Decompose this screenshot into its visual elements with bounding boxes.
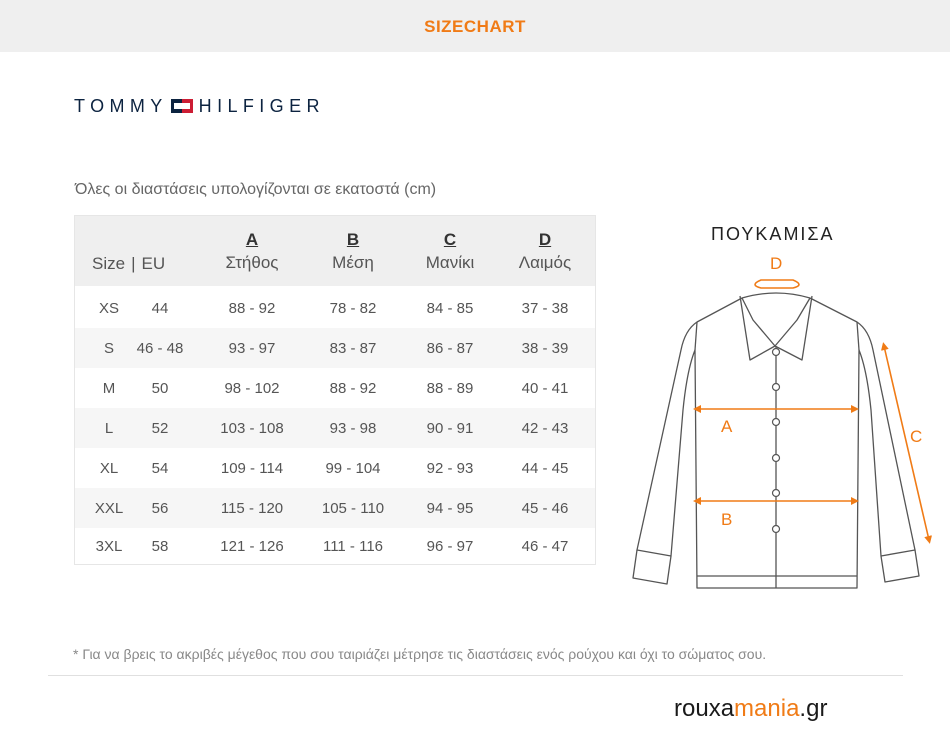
footnote: * Για να βρεις το ακριβές μέγεθος που σου ταιριάζει μέτρησε τις διαστάσεις ενός ρούχου και όχι το σώματος σου. [73,646,767,662]
column-name: Μέση [332,253,374,272]
column-letter: B [346,230,360,249]
c-cell: 92 - 93 [426,460,474,477]
size-cell: XS [98,300,119,317]
brand-word-2: HILFIGER [198,95,325,116]
b-cell: 93 - 98 [329,420,377,437]
c-cell: 90 - 91 [426,420,474,437]
eu-cell: 58 [151,538,169,555]
b-cell: 88 - 92 [329,380,377,397]
size-cell: 3XL [95,538,123,555]
table-row [75,368,595,408]
b-cell: 99 - 104 [325,460,381,477]
a-cell: 103 - 108 [220,420,284,437]
brand-word-1: TOMMY [74,95,168,116]
column-header-a [202,230,302,273]
column-header-d [495,230,595,273]
column-name: Λαιμός [518,253,572,272]
header-separator: | [131,254,136,273]
table-row [75,526,595,566]
c-cell: 86 - 87 [426,340,474,357]
table-row [75,488,595,528]
a-cell: 88 - 92 [228,300,276,317]
d-cell: 40 - 41 [521,380,569,397]
label-c: C [910,427,923,446]
logo-part-2: mania [734,695,800,722]
column-name: Στήθος [225,253,279,272]
size-cell: L [104,420,114,437]
size-cell: M [102,380,116,397]
size-cell: S [103,340,114,357]
logo-part-1: rouxa [674,695,735,722]
a-cell: 98 - 102 [224,380,280,397]
label-d: D [770,254,783,273]
eu-cell: 52 [151,420,169,437]
units-note: Όλες οι διαστάσεις υπολογίζονται σε εκατοστά (cm) [75,181,437,198]
b-cell: 83 - 87 [329,340,377,357]
diagram-title: ΠΟΥΚΑΜΙΣΑ [711,224,835,244]
b-cell: 105 - 110 [321,500,385,517]
measure-lines [697,280,929,540]
column-letter: C [443,230,457,249]
b-cell: 78 - 82 [329,300,377,317]
column-name: Μανίκι [425,253,475,272]
d-cell: 44 - 45 [521,460,569,477]
table-header [75,216,595,286]
column-letter: A [245,230,259,249]
size-cell: XL [99,460,119,477]
neck-measure [755,280,799,288]
column-header-c [400,230,500,273]
b-cell: 111 - 116 [322,538,384,555]
logo-part-3: .gr [799,695,828,722]
eu-cell: 44 [151,300,169,317]
c-cell: 88 - 89 [426,380,474,397]
page-title: SIZECHART [424,17,526,36]
column-letter: D [538,230,552,249]
d-cell: 38 - 39 [521,340,569,357]
brand-logo [74,95,325,117]
d-cell: 37 - 38 [521,300,569,317]
eu-cell: 54 [151,460,169,477]
shirt-diagram [625,250,935,595]
size-header: Size [92,254,126,273]
flag-icon [171,99,193,113]
column-header-b [303,230,403,273]
d-cell: 45 - 46 [521,500,569,517]
a-cell: 93 - 97 [228,340,276,357]
d-cell: 42 - 43 [521,420,569,437]
a-cell: 109 - 114 [220,460,284,477]
table-row [75,408,595,448]
shirt-outline [633,293,919,588]
divider [48,675,903,676]
c-cell: 94 - 95 [426,500,474,517]
label-a: A [721,417,733,436]
a-cell: 115 - 120 [220,500,284,517]
table-row [75,448,595,488]
table-row [75,328,595,368]
c-cell: 96 - 97 [426,538,474,555]
table-row [75,288,595,328]
eu-header: EU [141,254,166,273]
d-cell: 46 - 47 [521,538,569,555]
eu-cell: 50 [151,380,169,397]
a-cell: 121 - 126 [220,538,284,555]
top-bar [0,0,950,52]
site-logo [674,695,827,723]
label-b: B [721,510,733,529]
c-cell: 84 - 85 [426,300,474,317]
size-cell: XXL [94,500,124,517]
size-table [74,215,596,565]
size-eu-header [92,254,165,274]
eu-cell: 56 [151,500,169,517]
eu-cell: 46 - 48 [136,340,184,357]
